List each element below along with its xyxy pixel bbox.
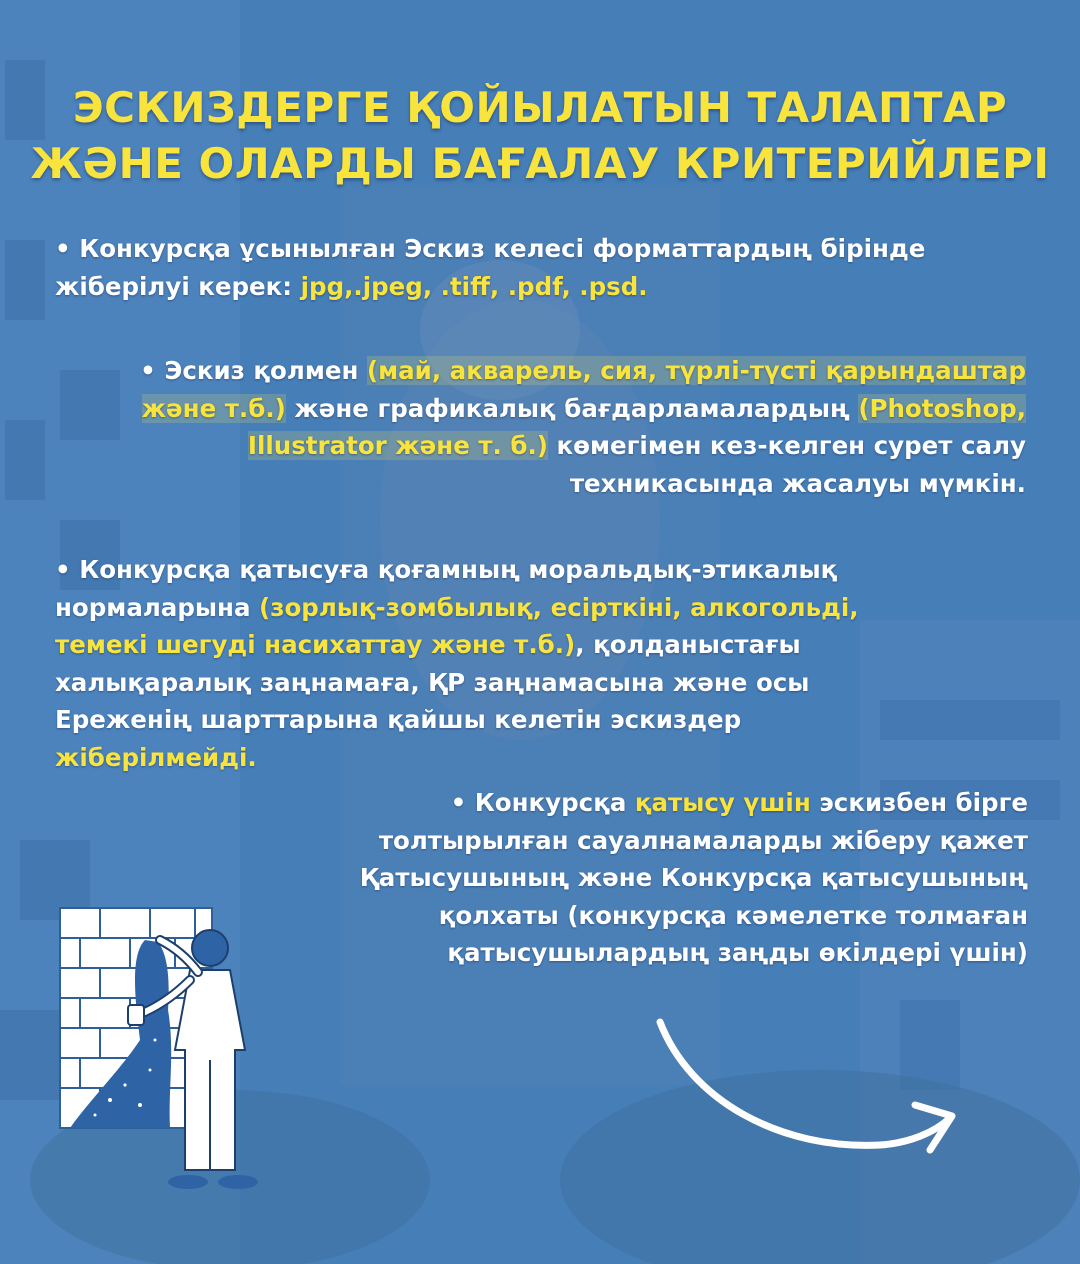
p1-line-1: • Конкурсқа ұсынылған Эскиз келесі форматтардың бірінде bbox=[55, 234, 926, 263]
materials-highlight-end: және т.б.) bbox=[141, 393, 286, 423]
p3-text: нормаларына bbox=[55, 592, 260, 622]
requirement-ethics bbox=[55, 551, 859, 776]
p4-line-3: Қатысушының және Конкурсқа қатысушының bbox=[359, 863, 1028, 892]
p2-line-3 bbox=[140, 427, 1026, 465]
p4-text: • Конкурсқа bbox=[450, 788, 635, 817]
p4-line-4: қолхаты (конкурсқа кәмелетке толмаған bbox=[438, 900, 1028, 930]
p1-line-2 bbox=[55, 268, 925, 306]
software-highlight-end: Illustrator және т. б.) bbox=[247, 431, 548, 460]
p2-line-1 bbox=[140, 352, 1026, 390]
software-highlight: (Photoshop, bbox=[858, 393, 1026, 423]
curved-arrow-icon bbox=[650, 1010, 960, 1180]
prohibited-highlight: (зорлық-зомбылық, есірткіні, алкогольді, bbox=[259, 592, 859, 622]
painter-illustration bbox=[50, 900, 270, 1200]
page-title bbox=[0, 80, 1080, 192]
p2-line-4: техникасында жасалуы мүмкін. bbox=[569, 468, 1026, 498]
p3-line-1: • Конкурсқа қатысуға қоғамның моральдық-этикалық bbox=[55, 555, 838, 584]
requirement-application bbox=[360, 784, 1028, 972]
p2-text: және графикалық бағдарламалардың bbox=[285, 393, 859, 423]
materials-highlight: (май, акварель, сия, түрлі-түсті қарындаштар bbox=[366, 356, 1026, 385]
p3-line-6: жіберілмейді. bbox=[55, 742, 257, 772]
p2-line-2 bbox=[140, 390, 1026, 428]
prohibited-highlight-end: темекі шегуді насихаттау және т.б.) bbox=[55, 630, 576, 659]
p1-text: жіберілуі керек: bbox=[55, 271, 301, 301]
title-line-2: ЖӘНЕ ОЛАРДЫ БАҒАЛАУ КРИТЕРИЙЛЕРІ bbox=[30, 139, 1050, 188]
p3-line-3 bbox=[55, 626, 859, 664]
requirement-formats bbox=[55, 230, 925, 305]
p2-text: • Эскиз қолмен bbox=[140, 356, 367, 385]
participation-highlight: қатысу үшін bbox=[634, 788, 811, 817]
p3-line-2 bbox=[55, 589, 859, 627]
p4-line-2: толтырылған сауалнамаларды жіберу қажет bbox=[378, 825, 1028, 855]
title-line-1: ЭСКИЗДЕРГЕ ҚОЙЫЛАТЫН ТАЛАПТАР bbox=[72, 83, 1008, 132]
file-formats-highlight: jpg,.jpeg, .tiff, .pdf, .psd. bbox=[300, 271, 648, 301]
p4-line-1 bbox=[360, 784, 1028, 822]
p4-line-5: қатысушылардың заңды өкілдері үшін) bbox=[447, 938, 1028, 967]
requirement-techniques bbox=[140, 352, 1026, 502]
p3-text: , қолданыстағы bbox=[575, 630, 801, 659]
p2-text: көмегімен кез-келген сурет салу bbox=[548, 431, 1026, 460]
p3-line-4: халықаралық заңнамаға, ҚР заңнамасына және осы bbox=[55, 667, 810, 697]
p3-line-5: Ереженің шарттарына қайшы келетін эскиздер bbox=[55, 705, 742, 734]
p4-text: эскизбен бірге bbox=[810, 788, 1028, 817]
